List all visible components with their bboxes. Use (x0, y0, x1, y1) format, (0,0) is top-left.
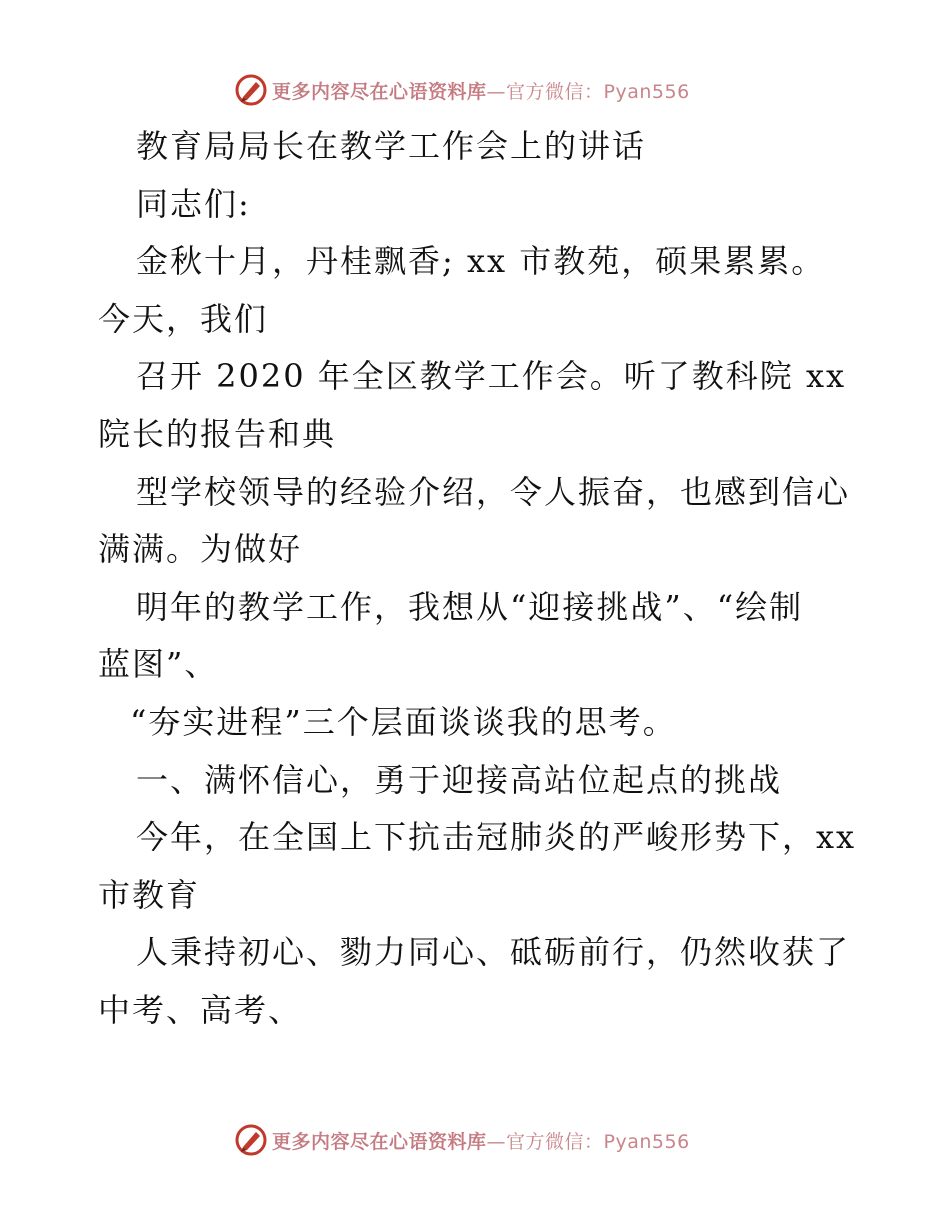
footer-watermark (234, 1120, 754, 1160)
paragraph-line: 今年，在全国上下抗击冠肺炎的严峻形势下，xx (136, 818, 857, 857)
salutation: 同志们: (136, 184, 251, 223)
watermark-text: 更多内容尽在心语资料库—官方微信：Pyan556 (272, 80, 690, 103)
paragraph-line: 蓝图”、 (98, 645, 219, 684)
header-watermark (234, 70, 754, 110)
paragraph-line: 型学校领导的经验介绍，令人振奋，也感到信心 (136, 472, 851, 511)
paragraph-line: 金秋十月，丹桂飘香; xx 市教苑，硕果累累。 (136, 242, 826, 281)
paragraph-line: 中考、高考、 (98, 990, 303, 1029)
document-body (98, 118, 858, 1040)
paragraph-line: 市教育 (98, 875, 201, 914)
paragraph-line: 满满。为做好 (98, 530, 303, 569)
pen-logo-icon (234, 1123, 268, 1157)
paragraph-line: 明年的教学工作，我想从“迎接挑战”、“绘制 (136, 587, 804, 626)
paragraph-line: “夯实进程”三个层面谈谈我的思考。 (130, 702, 677, 741)
section-heading: 一、满怀信心，勇于迎接高站位起点的挑战 (136, 760, 783, 799)
paragraph-line: 召开 2020 年全区教学工作会。听了教科院 xx (136, 357, 847, 396)
paragraph-line: 今天，我们 (98, 299, 269, 338)
paragraph-line: 院长的报告和典 (98, 414, 337, 453)
watermark-text: 更多内容尽在心语资料库—官方微信：Pyan556 (272, 1130, 690, 1153)
document-title: 教育局局长在教学工作会上的讲话 (136, 127, 647, 165)
paragraph-line: 人秉持初心、勠力同心、砥砺前行，仍然收获了 (136, 933, 851, 972)
pen-logo-icon (234, 73, 268, 107)
